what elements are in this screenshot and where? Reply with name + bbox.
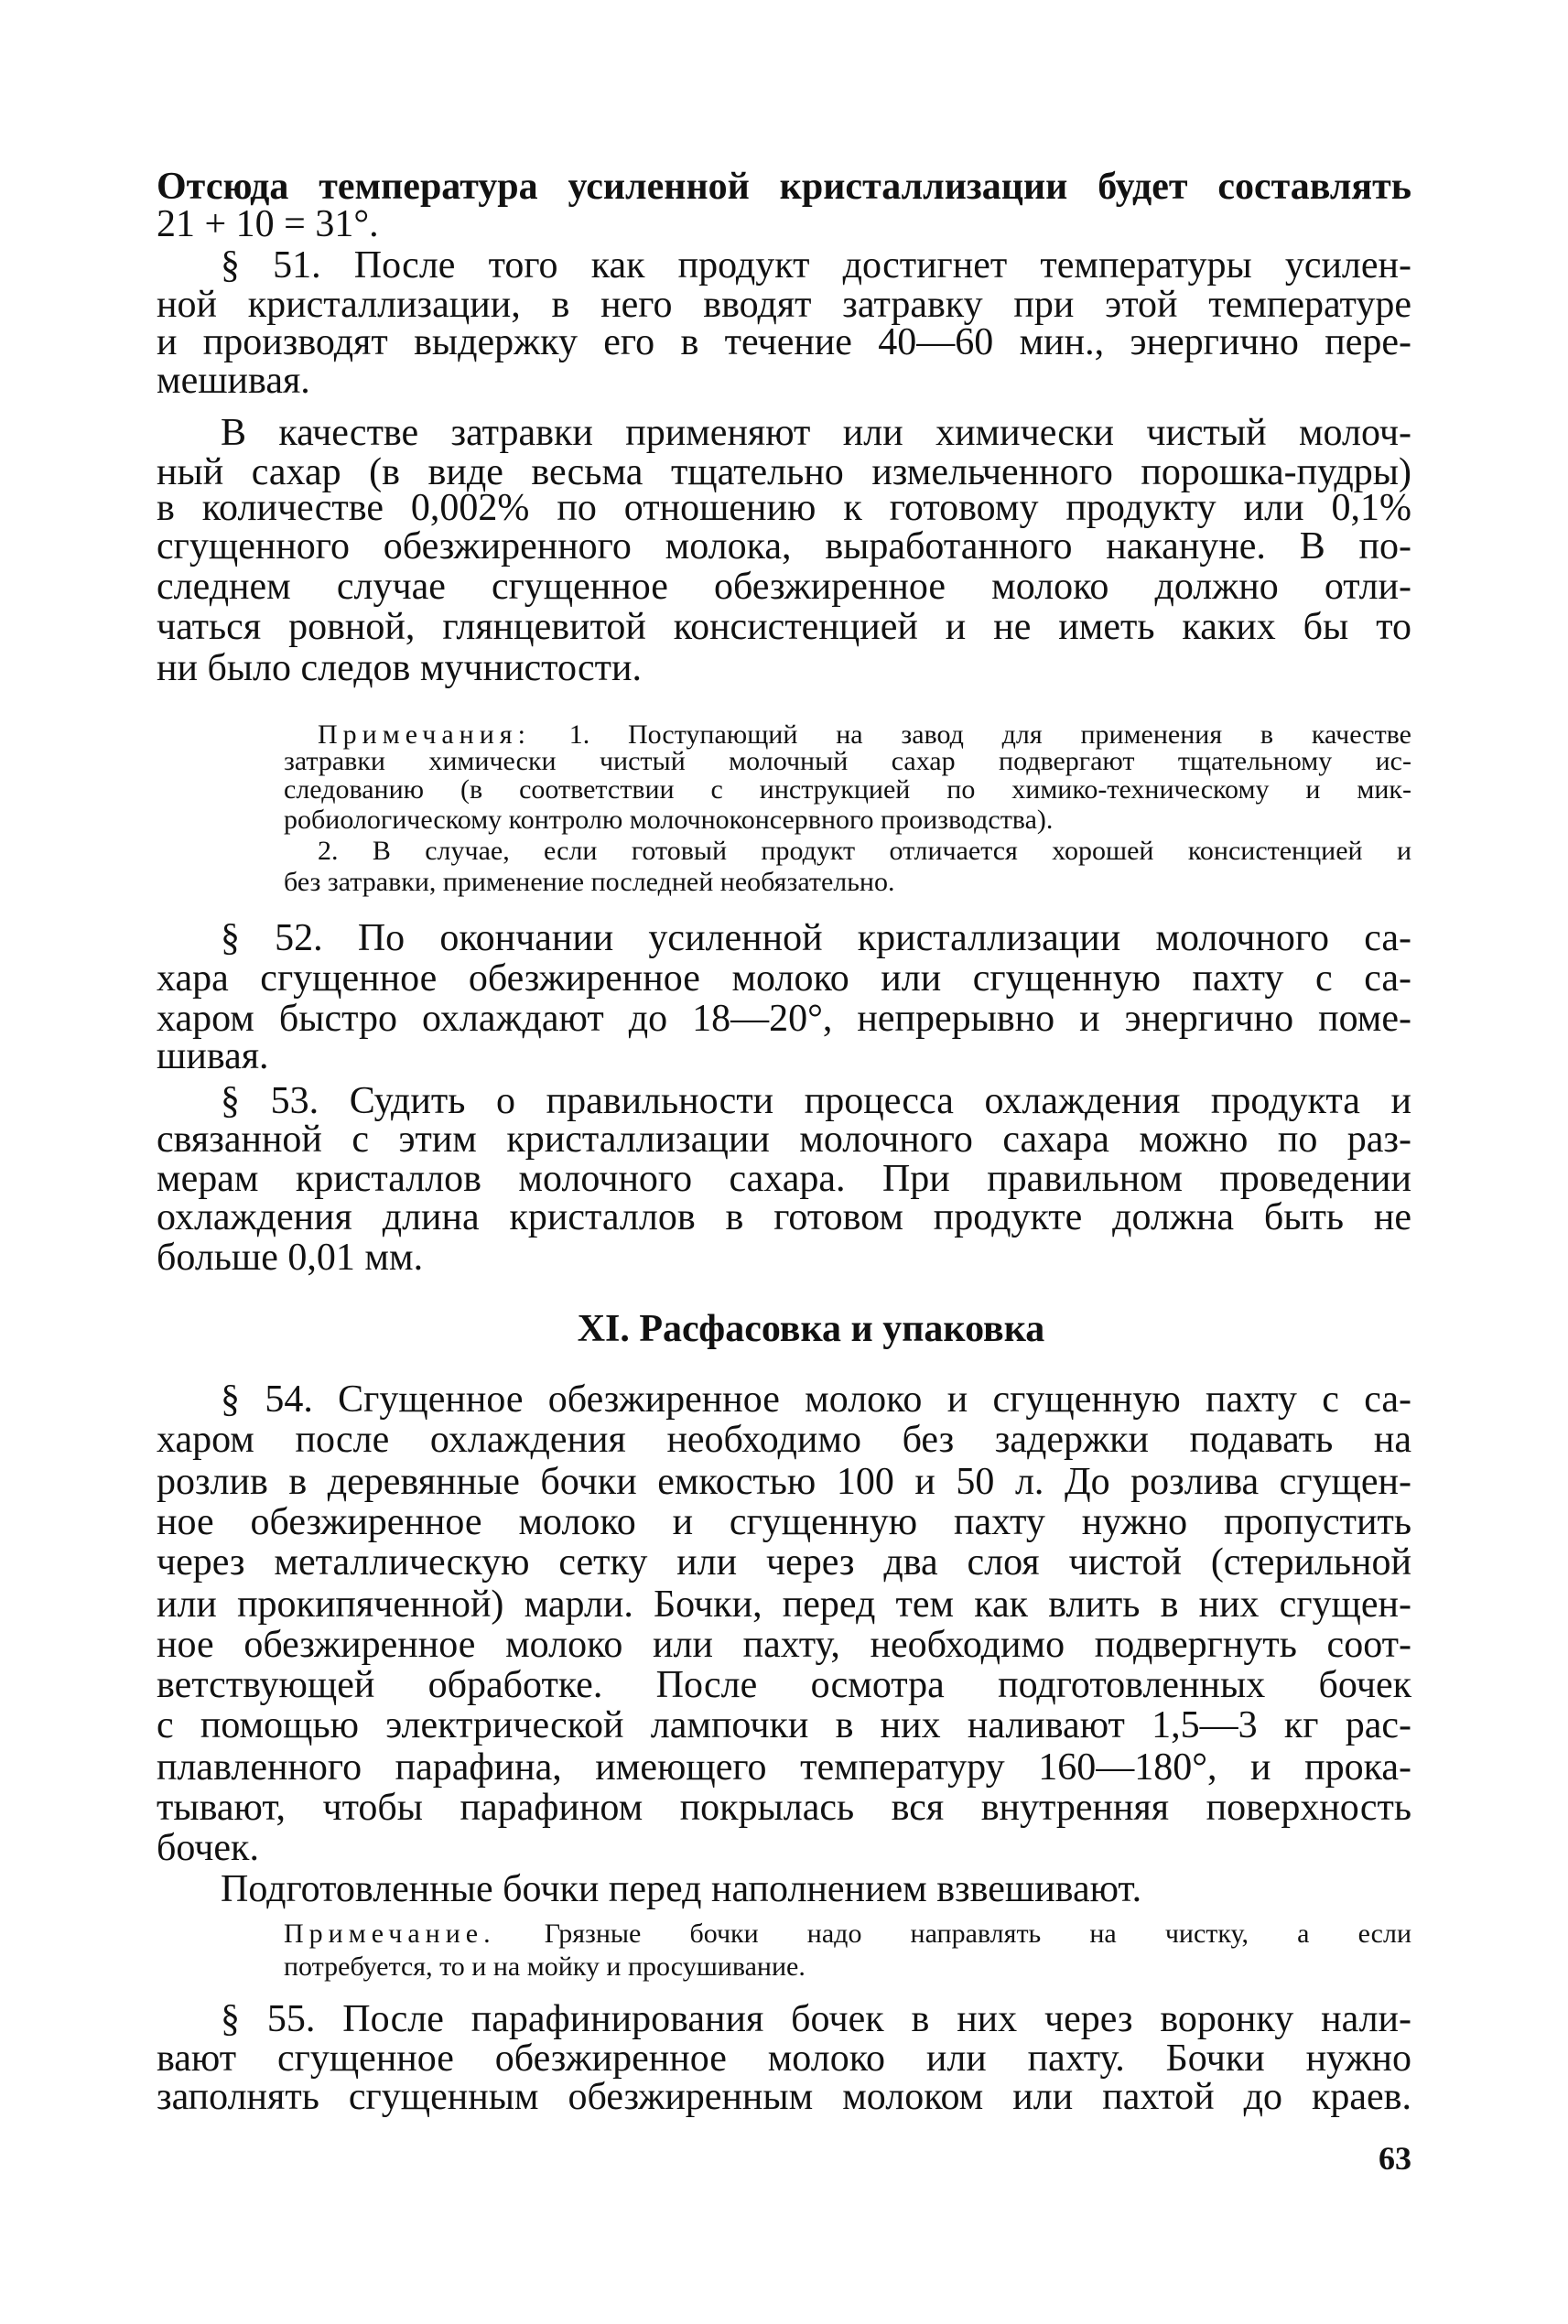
paragraph-53-line: § 53. Судить о правильности процесса охлаждения продукта и — [221, 1080, 1411, 1122]
section-heading: XI. Расфасовка и упаковка — [577, 1308, 1045, 1350]
text-line: ный сахар (в виде весьма тщательно измельченного порошка-пудры) — [157, 451, 1411, 493]
paragraph-55-line: заполнять сгущенным обезжиренным молоком или пахтой до краев. — [157, 2076, 1411, 2118]
paragraph-53-line: охлаждения длина кристаллов в готовом продукте должна быть не — [157, 1196, 1411, 1238]
paragraph-55-line: § 55. После парафинирования бочек в них через воронку нали- — [221, 1998, 1411, 2040]
text-line: в количестве 0,002% по отношению к готовому продукту или 0,1% — [157, 487, 1411, 529]
paragraph-54-line: ное обезжиренное молоко и сгущенную пахту нужно пропустить — [157, 1501, 1411, 1543]
paragraph-54-line: ветствующей обработке. После осмотра подготовленных бочек — [157, 1664, 1411, 1706]
page-number: 63 — [1379, 2140, 1411, 2177]
paragraph-54-line: через металлическую сетку или через два слоя чистой (стерильной — [157, 1541, 1411, 1584]
text-line: ни было следов мучнистости. — [157, 647, 643, 689]
paragraph-51-line: мешивая. — [157, 360, 310, 402]
paragraph-54-line: бочек. — [157, 1827, 259, 1869]
text-line: сгущенного обезжиренного молока, выработанного накануне. В по- — [157, 525, 1411, 567]
paragraph-54-line: или прокипяченной) марли. Бочки, перед тем как влить в них сгущен- — [157, 1584, 1411, 1626]
text-line: чаться ровной, глянцевитой консистенцией и не иметь каких бы то — [157, 606, 1411, 648]
note-line — [284, 1919, 1411, 1949]
paragraph-54-line: розлив в деревянные бочки емкостью 100 и 50 л. До розлива сгущен- — [157, 1461, 1411, 1503]
note-text: Грязные бочки надо направлять на чистку, а если — [544, 1919, 1412, 1949]
text-line: 21 + 10 = 31°. — [157, 203, 379, 245]
paragraph-53-line: связанной с этим кристаллизации молочного сахара можно по раз- — [157, 1119, 1411, 1161]
paragraph-52-line: харом быстро охлаждают до 18—20°, непрерывно и энергично поме- — [157, 998, 1411, 1040]
paragraph-55-line: вают сгущенное обезжиренное молоко или пахту. Бочки нужно — [157, 2038, 1411, 2080]
text-line: В качестве затравки применяют или химически чистый молоч- — [221, 412, 1411, 454]
paragraph-53-line: больше 0,01 мм. — [157, 1237, 424, 1279]
note-line: без затравки, применение последней необязательно. — [284, 867, 895, 897]
paragraph-51-line: § 51. После того как продукт достигнет температуры усилен- — [221, 244, 1411, 286]
note-line: 2. В случае, если готовый продукт отличается хорошей консистенцией и — [318, 836, 1411, 866]
text-line: Подготовленные бочки перед наполнением взвешивают. — [221, 1868, 1142, 1910]
note-line: следованию (в соответствии с инструкцией по химико-техническому и мик- — [284, 774, 1411, 805]
paragraph-52-line: § 52. По окончании усиленной кристаллизации молочного са- — [221, 917, 1411, 959]
paragraph-53-line: мерам кристаллов молочного сахара. При правильном проведении — [157, 1158, 1411, 1200]
note-label: Примечание. — [284, 1919, 496, 1949]
text-line: Отсюда температура усиленной кристаллизации будет составлять — [157, 166, 1411, 208]
paragraph-51-line: и производят выдержку его в течение 40—60 мин., энергично пере- — [157, 321, 1411, 363]
paragraph-51-line: ной кристаллизации, в него вводят затравку при этой температуре — [157, 284, 1411, 326]
paragraph-54-line: § 54. Сгущенное обезжиренное молоко и сгущенную пахту с са- — [221, 1378, 1411, 1421]
paragraph-54-line: ное обезжиренное молоко или пахту, необходимо подвергнуть соот- — [157, 1624, 1411, 1666]
paragraph-52-line: хара сгущенное обезжиренное молоко или сгущенную пахту с са- — [157, 957, 1411, 1000]
paragraph-52-line: шивая. — [157, 1035, 269, 1077]
note-line: потребуется, то и на мойку и просушивание. — [284, 1951, 806, 1982]
note-text: 1. Поступающий на завод для применения в качестве — [568, 719, 1411, 750]
note-line: затравки химически чистый молочный сахар подвергают тщательному ис- — [284, 746, 1411, 776]
text-line: следнем случае сгущенное обезжиренное молоко должно отли- — [157, 566, 1411, 608]
paragraph-54-line: плавленного парафина, имеющего температуру 160—180°, и прока- — [157, 1746, 1411, 1789]
paragraph-54-line: харом после охлаждения необходимо без задержки подавать на — [157, 1419, 1411, 1461]
paragraph-54-line: тывают, чтобы парафином покрылась вся внутренняя поверхность — [157, 1787, 1411, 1829]
paragraph-54-line: с помощью электрической лампочки в них наливают 1,5—3 кг рас- — [157, 1704, 1411, 1746]
note-line: робиологическому контролю молочноконсервного производства). — [284, 805, 1054, 835]
note-label: Примечания: — [318, 719, 531, 750]
